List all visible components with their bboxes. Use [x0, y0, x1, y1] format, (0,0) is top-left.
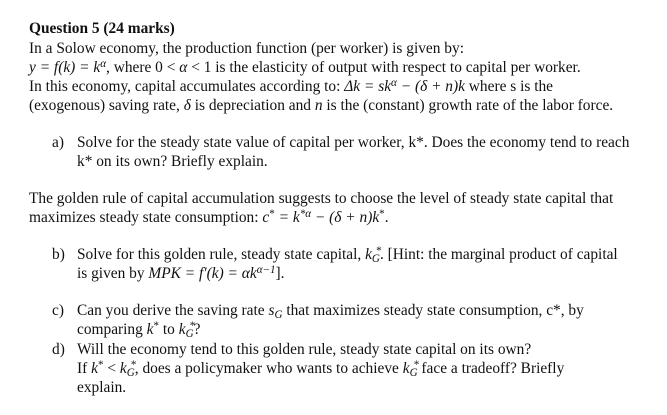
- part-b-text: is given by: [77, 265, 149, 282]
- golden-line-2: [29, 209, 389, 227]
- k-letter: k: [402, 360, 410, 377]
- alpha-minus-one-exponent: α−1: [256, 264, 276, 277]
- g-subscript: G: [409, 367, 418, 380]
- star: *: [269, 208, 275, 221]
- saving-rate-s: s: [268, 302, 275, 319]
- alpha-exponent: α: [391, 77, 397, 90]
- k-letter: k: [365, 246, 372, 263]
- part-d-line-1: Will the economy tend to this golden rule, steady state capital on its own?: [77, 341, 532, 358]
- capital-accumulation-equation-rest: − (δ + n)k: [396, 78, 465, 95]
- part-b-label: b): [52, 246, 65, 263]
- golden-line-1: The golden rule of capital accumulation suggests to choose the level of steady state capital that: [29, 190, 614, 207]
- consumption-equation-rest: − (δ + n)k: [311, 209, 380, 226]
- star: *: [379, 208, 385, 221]
- part-b-text: Solve for this golden rule, steady state capital,: [77, 246, 366, 263]
- production-function-y: y: [29, 59, 36, 76]
- part-b-line-2: [77, 265, 285, 283]
- capital-accumulation-equation: Δk = sk: [344, 78, 392, 95]
- part-b-text: ].: [275, 265, 285, 282]
- alpha-symbol: α: [179, 59, 188, 76]
- n-symbol: n: [314, 97, 323, 114]
- intro-text: , where 0 <: [106, 59, 180, 76]
- part-a-line-2: k* on its own? Briefly explain.: [77, 153, 268, 170]
- star: *: [413, 359, 419, 372]
- part-d-text: , does a policymaker who wants to achieve: [134, 360, 403, 377]
- part-d-text: face a tradeoff? Briefly: [417, 360, 565, 377]
- part-b-line-1: [77, 246, 618, 265]
- part-c-text: Can you derive the saving rate: [77, 302, 269, 319]
- k-letter: k: [91, 360, 98, 377]
- k-letter: k: [178, 321, 186, 338]
- part-c-text: that maximizes steady state consumption, c*, by: [282, 302, 584, 319]
- part-d-line-3: explain.: [77, 379, 127, 396]
- golden-text: maximizes steady state consumption:: [29, 209, 263, 226]
- intro-text: where s is the: [464, 78, 553, 95]
- star: *: [97, 359, 104, 372]
- alpha-exponent: α: [100, 58, 107, 71]
- k-letter: k: [119, 360, 127, 377]
- star: *: [375, 245, 382, 258]
- production-function: = f(k) = k: [35, 59, 101, 76]
- g-subscript: G: [371, 253, 380, 266]
- consumption-c: c: [262, 209, 270, 226]
- intro-line-4: [29, 97, 613, 115]
- star-alpha-exponent: *α: [299, 208, 312, 221]
- intro-line-1: In a Solow economy, the production function (per worker) is given by:: [29, 40, 464, 57]
- consumption-equation: = k: [274, 209, 300, 226]
- part-c-label: c): [52, 302, 64, 319]
- part-b-text: . [Hint: the marginal product of capital: [379, 246, 618, 263]
- part-d-label: d): [52, 341, 65, 358]
- intro-text: (exogenous) saving rate,: [29, 97, 184, 114]
- star: *: [189, 320, 195, 333]
- part-c-line-1: [77, 302, 584, 320]
- intro-line-2: [29, 59, 581, 77]
- golden-capital-symbol: [179, 321, 194, 340]
- part-c-line-2: [77, 321, 200, 340]
- delta-symbol: δ: [183, 97, 191, 114]
- golden-text: .: [384, 209, 389, 226]
- golden-capital-symbol: [365, 246, 380, 265]
- golden-capital-symbol: [403, 360, 418, 379]
- mpk-equation: MPK = f′(k) = αk: [148, 265, 257, 282]
- part-a-label: a): [52, 134, 64, 151]
- part-c-text: comparing: [77, 321, 147, 338]
- part-d-line-2: [77, 360, 564, 379]
- intro-text: < 1 is the elasticity of output with respect to capital per worker.: [187, 59, 581, 76]
- g-subscript: G: [274, 308, 283, 321]
- intro-line-3: [29, 78, 553, 96]
- part-c-text: ?: [193, 321, 201, 338]
- intro-text: is depreciation and: [190, 97, 315, 114]
- g-subscript: G: [126, 367, 135, 380]
- less-than: <: [103, 360, 120, 377]
- part-d-text: If: [77, 360, 92, 377]
- g-subscript: G: [185, 328, 194, 341]
- k-letter: k: [146, 321, 154, 338]
- part-c-text: to: [159, 321, 179, 338]
- part-a-line-1: Solve for the steady state value of capital per worker, k*. Does the economy tend to reach: [77, 134, 630, 151]
- question-title: Question 5 (24 marks): [29, 20, 175, 37]
- star: *: [153, 320, 160, 333]
- golden-capital-symbol: [120, 360, 135, 379]
- intro-text: In this economy, capital accumulates according to:: [29, 78, 345, 95]
- intro-text: is the (constant) growth rate of the labor force.: [322, 97, 614, 114]
- star: *: [130, 359, 136, 372]
